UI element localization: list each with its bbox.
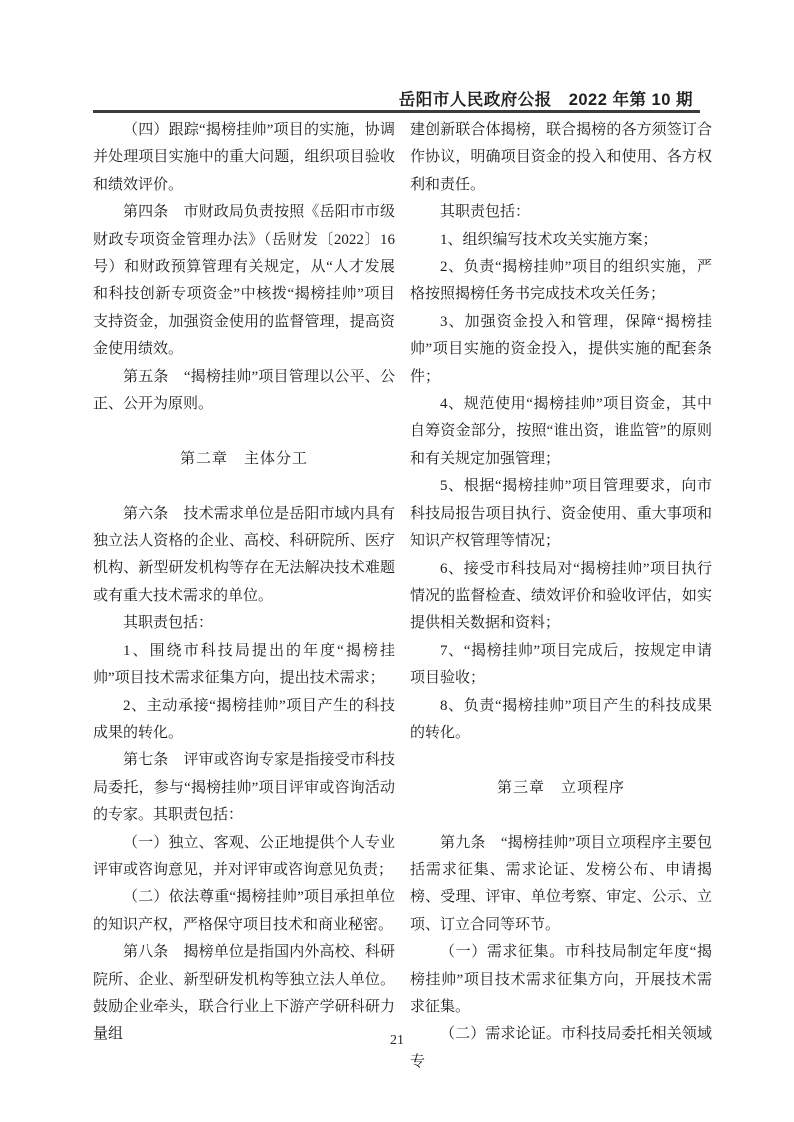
right-column xyxy=(410,117,712,1076)
paragraph: 1、围绕市科技局提出的年度“揭榜挂帅”项目技术需求征集方向，提出技术需求； xyxy=(93,642,395,687)
paragraph: 第六条 技术需求单位是岳阳市域内具有独立法人资格的企业、高校、科研院所、医疗机构、新型研发机构等存在无法解决技术难题或有重大技术需求的单位。 xyxy=(93,505,395,604)
paragraph: 第七条 评审或咨询专家是指接受市科技局委托，参与“揭榜挂帅”项目评审或咨询活动的专家。其职责包括： xyxy=(93,752,395,824)
page-number: 21 xyxy=(390,1033,404,1048)
header-rule xyxy=(93,110,700,113)
paragraph: 3、加强资金投入和管理，保障“揭榜挂帅”项目实施的资金投入，提供实施的配套条件； xyxy=(410,313,712,385)
paragraph: （一）需求征集。市科技局制定年度“揭榜挂帅”项目技术需求征集方向，开展技术需求征集。 xyxy=(410,944,712,1015)
paragraph: 1、组织编写技术攻关实施方案； xyxy=(440,231,658,248)
paragraph: 7、“揭榜挂帅”项目完成后，按规定申请项目验收； xyxy=(410,642,712,687)
paragraph: 6、接受市科技局对“揭榜挂帅”项目执行情况的监督检查、绩效评价和验收评估，如实提供相关数据和资料； xyxy=(410,560,712,632)
chapter-heading: 第二章 主体分工 xyxy=(179,450,308,467)
paragraph: 其职责包括： xyxy=(123,615,214,632)
chapter-heading: 第三章 立项程序 xyxy=(496,779,625,796)
paragraph: 第八条 揭榜单位是指国内外高校、科研院所、企业、新型研发机构等独立法人单位。鼓励企业牵头，联合行业上下游产学研科研力量组 xyxy=(93,944,395,1043)
paragraph: （二）需求论证。市科技局委托相关领域专 xyxy=(410,1026,712,1070)
paragraph: 4、规范使用“揭榜挂帅”项目资金，其中自筹资金部分，按照“谁出资，谁监管”的原则和有关规定加强管理； xyxy=(410,396,712,467)
document-body xyxy=(93,117,712,1076)
paragraph: 其职责包括： xyxy=(440,204,531,221)
paragraph: 2、负责“揭榜挂帅”项目的组织实施，严格按照揭榜任务书完成技术攻关任务； xyxy=(410,259,712,303)
paragraph: 2、主动承接“揭榜挂帅”项目产生的科技成果的转化。 xyxy=(93,697,395,741)
gazette-header-title: 岳阳市人民政府公报 2022 年第 10 期 xyxy=(398,91,693,109)
paragraph: 5、根据“揭榜挂帅”项目管理要求，向市科技局报告项目执行、资金使用、重大事项和知识产权管理等情况； xyxy=(410,478,712,550)
paragraph: （二）依法尊重“揭榜挂帅”项目承担单位的知识产权，严格保守项目技术和商业秘密。 xyxy=(93,889,395,933)
paragraph: （一）独立、客观、公正地提供个人专业评审或咨询意见，并对评审或咨询意见负责； xyxy=(93,834,395,878)
paragraph: 8、负责“揭榜挂帅”项目产生的科技成果的转化。 xyxy=(410,697,712,741)
left-column xyxy=(93,117,395,1076)
paragraph: 第九条 “揭榜挂帅”项目立项程序主要包括需求征集、需求论证、发榜公布、申请揭榜、受理、评审、单位考察、审定、公示、立项、订立合同等环节。 xyxy=(410,834,712,933)
paragraph: 第四条 市财政局负责按照《岳阳市市级财政专项资金管理办法》（岳财发〔2022〕16 号）和财政预算管理有关规定，从“人才发展和科技创新专项资金”中核拨“揭榜挂帅”项目支持资金，加强资金使用的监督管理，提高资金使用绩效。 xyxy=(93,204,395,358)
paragraph: 第五条 “揭榜挂帅”项目管理以公平、公正、公开为原则。 xyxy=(93,368,395,413)
paragraph-continuation: 建创新联合体揭榜，联合揭榜的各方须签订合作协议，明确项目资金的投入和使用、各方权利和责任。 xyxy=(410,122,712,193)
paragraph: （四）跟踪“揭榜挂帅”项目的实施，协调并处理项目实施中的重大问题，组织项目验收和绩效评价。 xyxy=(93,122,395,193)
